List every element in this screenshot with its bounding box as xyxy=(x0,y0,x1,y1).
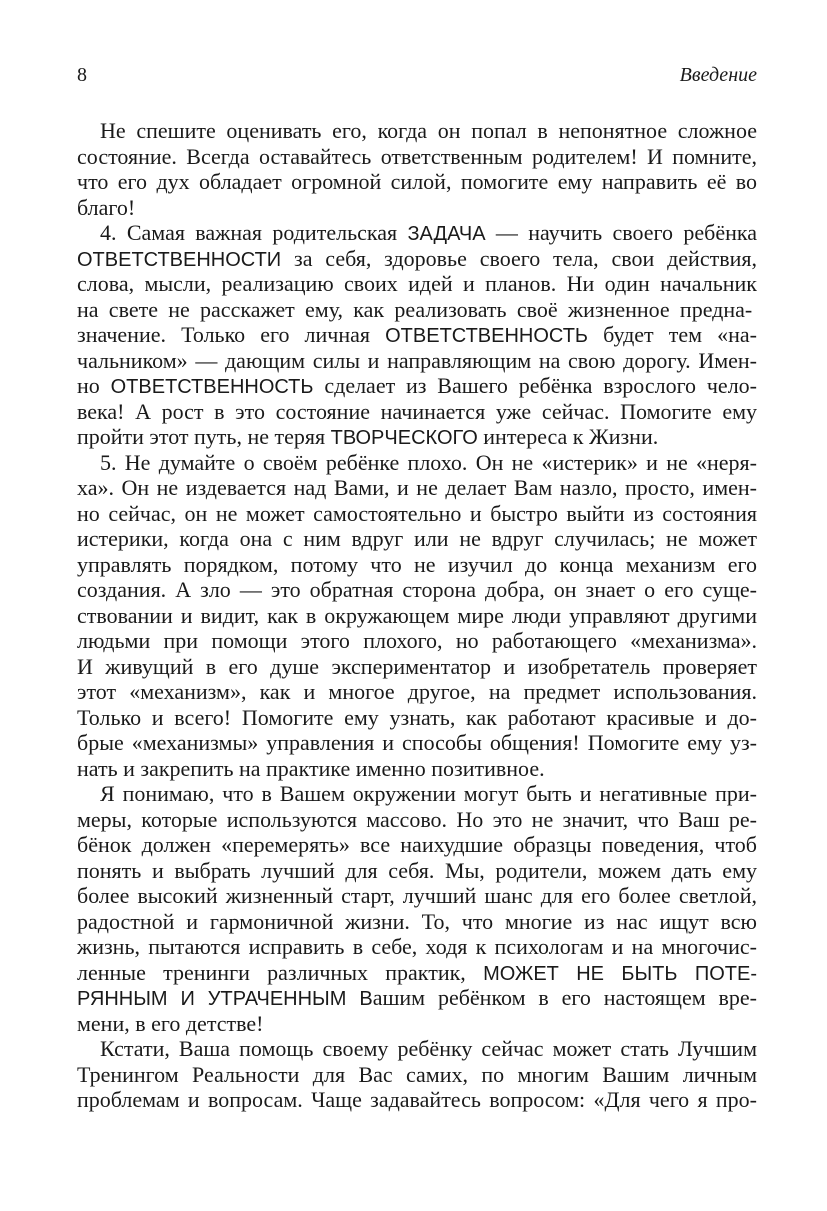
text-line: значение. Только его личная ОТВЕТСТВЕННОСТЬ будет тем «на- xyxy=(77,322,758,347)
text-line: РЯННЫМ И УТРАЧЕННЫМ Вашим ребёнком в его настоящем вре- xyxy=(77,985,758,1010)
text-line: проблемам и вопросам. Чаще задавайтесь вопросом: «Для чего я про- xyxy=(77,1087,757,1112)
text-line: пройти этот путь, не теряя ТВОРЧЕСКОГО интереса к Жизни. xyxy=(77,424,659,449)
text-line: людьми при помощи этого плохого, но работающего «механизма». xyxy=(77,628,757,653)
text-line: благо! xyxy=(77,194,136,220)
text-line: ленные тренинги различных практик, МОЖЕТ НЕ БЫТЬ ПОТЕ- xyxy=(77,959,757,985)
paragraph xyxy=(77,118,757,220)
text-line: управлять порядком, потому что не изучил до конца механизм его xyxy=(77,551,757,577)
text-line: мени, в его детстве! xyxy=(77,1010,264,1036)
text-line: Не спешите оценивать его, когда он попал в непонятное сложное xyxy=(100,118,757,143)
page-number: 8 xyxy=(77,64,87,86)
text-line: жизнь, пытаются исправить в себе, ходя к психологам и на многочис- xyxy=(77,934,757,959)
text-line: но ОТВЕТСТВЕННОСТЬ сделает из Вашего ребёнка взрослого чело- xyxy=(77,373,757,398)
text-line: Только и всего! Помогите ему узнать, как работают красивые и до- xyxy=(77,704,757,730)
text-line: истерики, когда она с ним вдруг или не вдруг случилась; не может xyxy=(77,526,757,551)
text-line: Тренингом Реальности для Вас самих, по многим Вашим личным xyxy=(77,1061,757,1087)
running-header-title: Введение xyxy=(679,64,757,86)
text-line: этот «механизм», как и многое другое, на предмет использования. xyxy=(77,679,757,704)
text-line: состояние. Всегда оставайтесь ответственным родителем! И помните, xyxy=(77,143,757,169)
text-line: нать и закрепить на практике именно позитивное. xyxy=(77,755,545,781)
text-line: 5. Не думайте о своём ребёнке плохо. Он не «истерик» и не «неря- xyxy=(100,449,757,475)
text-line: чальником» — дающим силы и направляющим на свою дорогу. Имен- xyxy=(77,347,757,373)
text-line: Кстати, Ваша помощь своему ребёнку сейчас может стать Лучшим xyxy=(100,1036,757,1061)
text-line: более высокий жизненный старт, лучший шанс для его более светлой, xyxy=(77,883,757,908)
paragraph xyxy=(77,781,757,1036)
text-line: слова, мысли, реализацию своих идей и планов. Ни один начальник xyxy=(77,271,757,296)
text-line: бёнок должен «перемерять» все наихудшие образцы поведения, чтоб xyxy=(77,832,757,857)
text-line: века! А рост в это состояние начинается уже сейчас. Помогите ему xyxy=(77,398,757,424)
body-text xyxy=(77,118,757,1113)
text-line: ха». Он не издевается над Вами, и не делает Вам назло, просто, имен- xyxy=(77,475,757,500)
text-line: ОТВЕТСТВЕННОСТИ за себя, здоровье своего тела, свои действия, xyxy=(77,245,757,271)
paragraph xyxy=(77,220,757,450)
paragraph xyxy=(77,1036,757,1113)
text-line: Я понимаю, что в Вашем окружении могут быть и негативные при- xyxy=(100,781,757,806)
text-line: создания. А зло — это обратная сторона добра, он знает о его суще- xyxy=(77,577,757,602)
text-line: на свете не расскажет ему, как реализовать своё жизненное предна- xyxy=(77,296,753,322)
text-line: брые «механизмы» управления и способы общения! Помогите ему уз- xyxy=(77,730,757,755)
text-line: 4. Самая важная родительская ЗАДАЧА — научить своего ребёнка xyxy=(100,220,757,245)
text-line: меры, которые используются массово. Но это не значит, что Ваш ре- xyxy=(77,806,757,832)
paragraph xyxy=(77,450,757,782)
text-line: И живущий в его душе экспериментатор и изобретатель проверяет xyxy=(77,653,757,679)
text-line: ствовании и видит, как в окружающем мире люди управляют другими xyxy=(77,602,757,628)
text-line: радостной и гармоничной жизни. То, что многие из нас ищут всю xyxy=(77,908,757,934)
text-line: понять и выбрать лучший для себя. Мы, родители, можем дать ему xyxy=(77,857,757,883)
text-line: что его дух обладает огромной силой, помогите ему направить её во xyxy=(77,169,757,194)
text-line: но сейчас, он не может самостоятельно и быстро выйти из состояния xyxy=(77,500,757,526)
